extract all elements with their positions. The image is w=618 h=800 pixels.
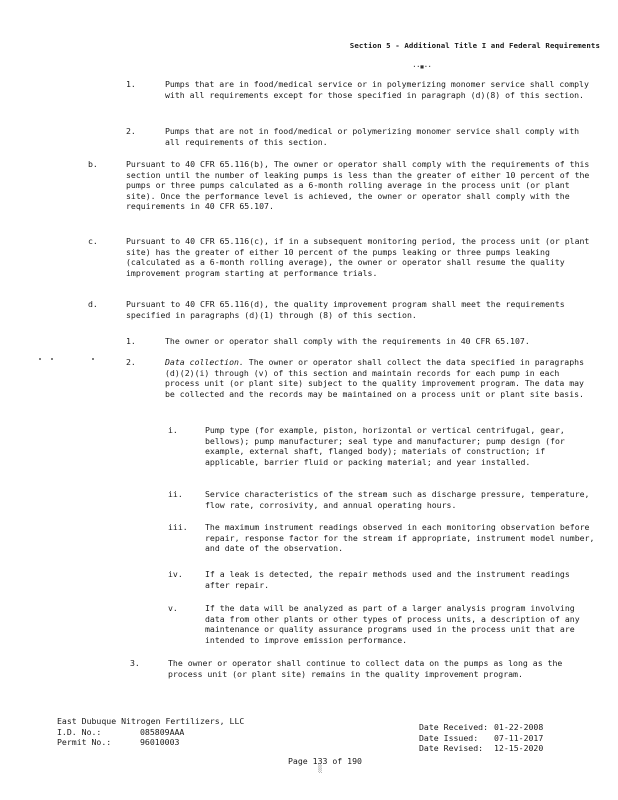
page-number: Page 133 of 190 — [288, 756, 362, 766]
date-revised — [419, 743, 543, 754]
item-label: ii. — [168, 489, 183, 499]
received-value: 01-22-2008 — [494, 722, 544, 732]
page-scan-mark: ░ — [318, 765, 323, 773]
section-header: Section 5 - Additional Title I and Federal Requirements — [349, 41, 600, 50]
item-label: v. — [168, 603, 178, 613]
item-label: iv. — [168, 569, 183, 579]
item-text: Pursuant to 40 CFR 65.116(d), the quality improvement program shall meet the requirements specified in paragraphs (d)(1) through (8) of this section. — [126, 299, 565, 320]
scan-speck — [39, 358, 41, 360]
footer-left — [57, 716, 244, 748]
revised-label: Date Revised: — [419, 743, 484, 753]
item-label: iii. — [168, 522, 188, 532]
item-text: If a leak is detected, the repair methods used and the instrument readings after repair. — [205, 569, 570, 590]
item-text: If the data will be analyzed as part of a larger analysis program involving data from other plants or other types of process units, a description of any maintenance or quality assurance programs used in the process unit that are intended to improve emission performance. — [205, 603, 580, 645]
date-issued — [419, 733, 543, 744]
item-text: Pursuant to 40 CFR 65.116(b), The owner or operator shall comply with the requirements of this section until the number of leaking pumps is less than the greater of either 10 percent of the pumps or three pumps calculated as a 6-month rolling average in the process unit (or plant site). Once the performance level is achieved, the owner or operator shall comply with the requirements in 40 CFR 65.107. — [126, 159, 590, 212]
item-label: c. — [88, 236, 98, 246]
item-text: Pumps that are in food/medical service or in polymerizing monomer service shall comply with all requirements except for those specified in paragraph (d)(8) of this section. — [165, 79, 589, 100]
issued-value: 07-11-2017 — [494, 732, 544, 743]
issued-label: Date Issued: — [419, 732, 479, 743]
id-number — [57, 727, 244, 738]
item-label: 2. — [126, 357, 136, 367]
revised-value: 12-15-2020 — [494, 743, 544, 753]
permit-number — [57, 737, 244, 748]
item-text: The owner or operator shall continue to collect data on the pumps as long as the process unit (or plant site) remains in the quality improvement program. — [168, 658, 563, 679]
item-label: d. — [88, 299, 98, 309]
item-text: Pursuant to 40 CFR 65.116(c), if in a subsequent monitoring period, the process unit (or plant site) has the greater of either 10 percent of the pumps leaking or three pumps leaking (calculated as a 6-month rolling average), the owner or operator shall resume the quality improvement program starting at performance trials. — [126, 236, 590, 278]
scan-mark: ··▪·· — [412, 62, 432, 71]
data-collection-text: The owner or operator shall collect the data specified in paragraphs (d)(2)(i) through (v) of this section and maintain records for each pump in each process unit (or plant site) subject to the quality improvement program. The data may be collected and the records may be maintained on a process unit or plant site basis. — [165, 357, 584, 399]
data-collection-heading: Data collection. — [165, 357, 244, 367]
item-text: Pump type (for example, piston, horizontal or vertical centrifugal, gear, bellows); pump manufacturer; seal type and manufacturer; pump design (for example, external shaft, flanged body); materials of construction; if applicable, barrier fluid or packing material; and year installed. — [205, 425, 565, 467]
item-text: Pumps that are not in food/medical or polymerizing monomer service shall comply with all requirements of this section. — [165, 126, 580, 147]
item-text: The maximum instrument readings observed in each monitoring observation before repair, response factor for the stream if appropriate, instrument model number, and date of the observation. — [205, 522, 595, 554]
scan-speck — [92, 358, 94, 360]
item-label: i. — [168, 425, 178, 435]
date-received — [419, 722, 543, 733]
item-text — [165, 357, 597, 399]
permit-value: 96010003 — [140, 737, 180, 747]
id-label: I.D. No.: — [57, 726, 102, 737]
item-text: Service characteristics of the stream such as discharge pressure, temperature, flow rate, corrosivity, and annual operating hours. — [205, 489, 590, 510]
permit-label: Permit No.: — [57, 737, 112, 747]
company-name: East Dubuque Nitrogen Fertilizers, LLC — [57, 716, 245, 726]
item-label: 2. — [126, 126, 136, 136]
item-label: 1. — [126, 336, 136, 346]
item-label: 3. — [130, 658, 140, 668]
scan-speck — [51, 358, 53, 360]
item-label: 1. — [126, 79, 136, 89]
item-label: b. — [88, 159, 98, 169]
footer-right — [419, 722, 543, 754]
received-label: Date Received: — [419, 722, 489, 732]
item-text: The owner or operator shall comply with the requirements in 40 CFR 65.107. — [165, 336, 530, 346]
id-value: 085809AAA — [140, 726, 185, 737]
